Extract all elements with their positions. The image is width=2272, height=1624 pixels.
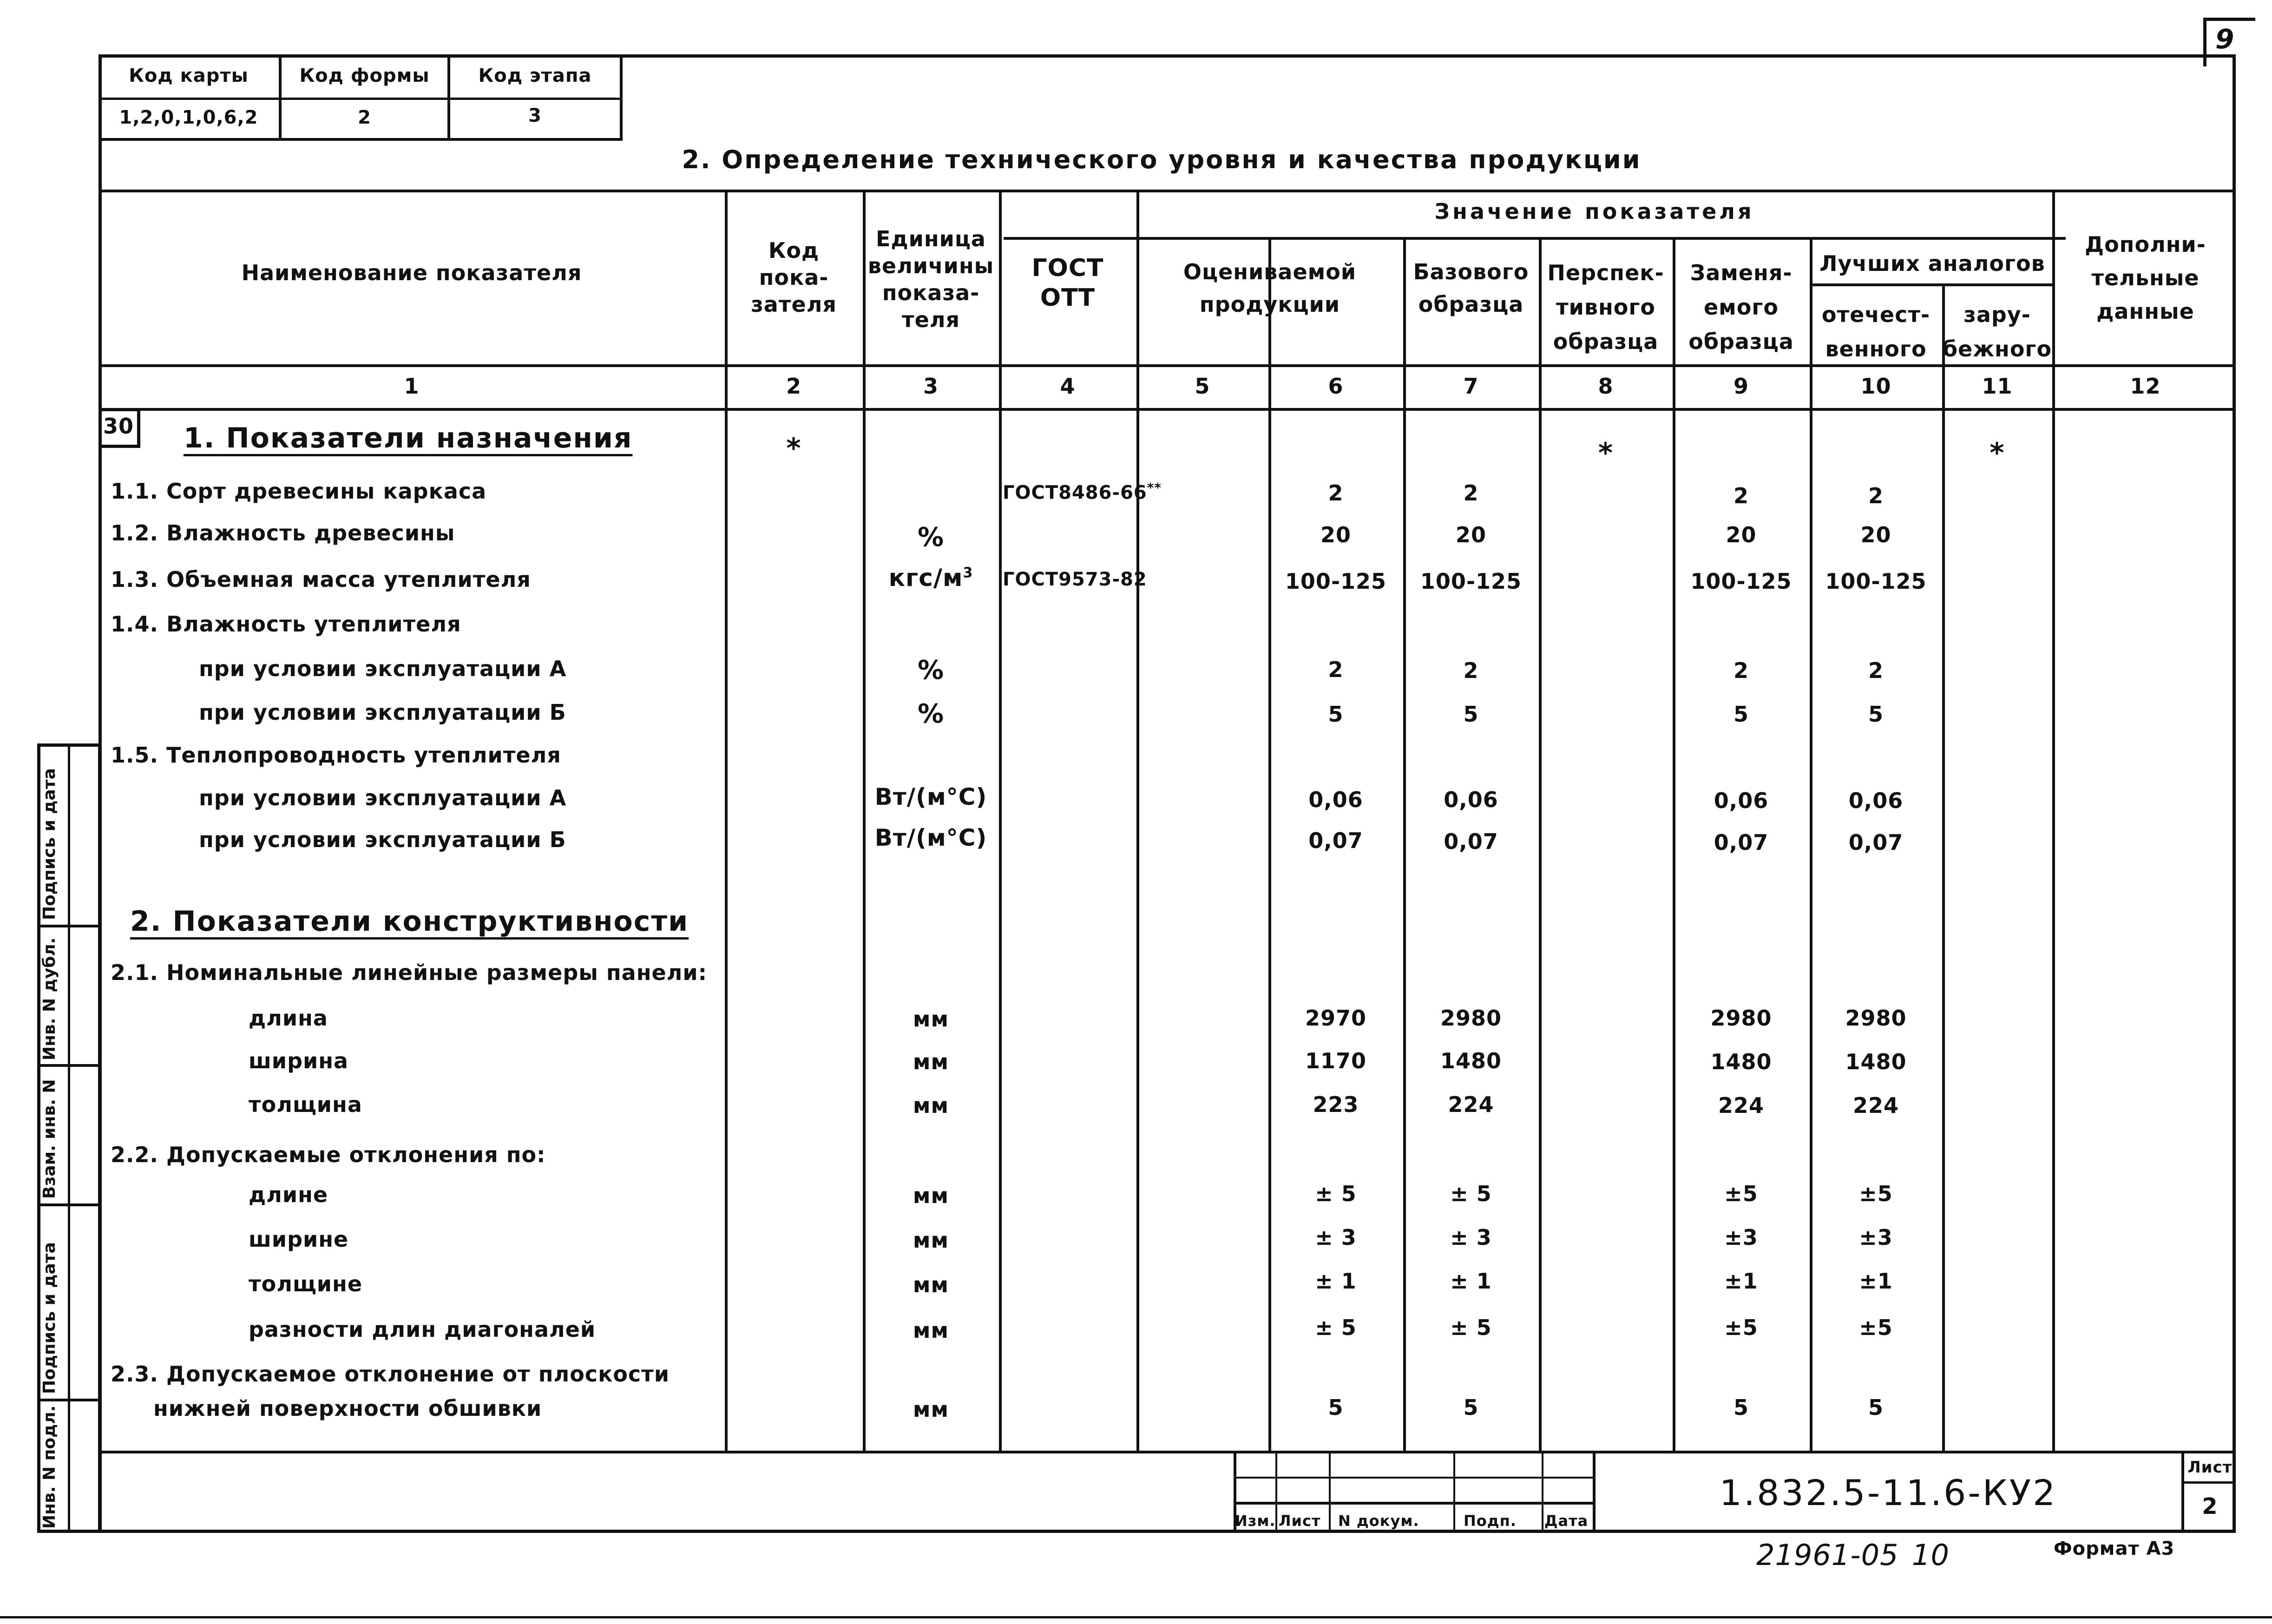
col-gost-header: ГОСТ ОТТ xyxy=(1031,254,1104,312)
handwritten-number: 21961-05 xyxy=(1756,1538,1899,1572)
grid-line xyxy=(98,408,2236,411)
row-v7: 2980 xyxy=(1440,1006,1502,1031)
row-v10: 2 xyxy=(1868,658,1884,683)
grid-line xyxy=(1004,237,1138,240)
row-v7: ± 3 xyxy=(1450,1225,1492,1250)
stamp-col-sign: Подп. xyxy=(1464,1512,1517,1530)
row-v9: 0,07 xyxy=(1714,830,1769,855)
grid-line xyxy=(1329,1451,1331,1533)
row-v6: 223 xyxy=(1313,1092,1359,1117)
row-v10: 1480 xyxy=(1845,1049,1907,1074)
grid-line xyxy=(620,54,623,141)
row-v7: 100-125 xyxy=(1420,569,1522,594)
row-name: толщина xyxy=(249,1092,362,1117)
col-number: 5 xyxy=(1195,374,1210,399)
row-code: 30 xyxy=(103,414,134,439)
row-v6: 2 xyxy=(1328,657,1344,682)
side-label-sign-date-2: Подпись и дата xyxy=(40,768,59,920)
col-replaced-header: Заменя- емого образца xyxy=(1688,260,1794,354)
col-perspective-header: Перспек- тивного образца xyxy=(1547,260,1664,354)
page-title: 2. Определение технического уровня и качества продукции xyxy=(682,145,1642,174)
row-v6: 5 xyxy=(1328,1395,1344,1420)
row-unit: мм xyxy=(913,1272,949,1297)
row-v10: 0,06 xyxy=(1848,788,1904,813)
row-v10: 20 xyxy=(1860,522,1891,547)
row-v7: 224 xyxy=(1448,1092,1494,1117)
col-foreign-header: зару- бежного xyxy=(1942,302,2052,362)
row-name: 1.3. Объемная масса утеплителя xyxy=(111,567,531,592)
row-unit: мм xyxy=(913,1183,949,1208)
col-number: 1 xyxy=(404,374,420,399)
row-v6: 100-125 xyxy=(1285,569,1387,594)
grid-line xyxy=(1136,237,2066,240)
row-v9: 2 xyxy=(1733,658,1749,683)
row-v6: 1170 xyxy=(1305,1048,1367,1073)
col-number: 3 xyxy=(923,374,939,399)
row-name: 2.3. Допускаемое отклонение от плоскости xyxy=(111,1361,670,1387)
row-name: 1.4. Влажность утеплителя xyxy=(111,611,461,637)
grid-line xyxy=(98,138,623,141)
sheet-label: Лист xyxy=(2187,1458,2233,1477)
row-name: при условии эксплуатации А xyxy=(199,656,567,681)
row-v10: 5 xyxy=(1868,1395,1884,1420)
row-v6: 0,07 xyxy=(1308,828,1363,853)
corner-sheet-number: 9 xyxy=(2215,23,2234,55)
sheet-number: 2 xyxy=(2202,1493,2218,1519)
row-v9: 0,06 xyxy=(1714,788,1769,813)
col-number: 11 xyxy=(1982,374,2013,399)
side-label-inv-dup: Инв. N дубл. xyxy=(40,937,59,1060)
row-v6: 5 xyxy=(1328,702,1344,727)
code-stage-header: Код этапа xyxy=(478,65,592,86)
col-number: 10 xyxy=(1860,374,1891,399)
row-v9: 100-125 xyxy=(1690,569,1792,594)
row-v6: 20 xyxy=(1320,522,1351,547)
code-card-value: 1,2,0,1,0,6,2 xyxy=(119,107,258,128)
row-name: ширине xyxy=(249,1227,349,1252)
grid-line xyxy=(1234,1502,1594,1505)
document-code: 1.832.5-11.6-КУ2 xyxy=(1719,1472,2057,1513)
row-v6: ± 5 xyxy=(1315,1315,1357,1340)
row-v7: ± 1 xyxy=(1450,1269,1492,1294)
code-card-header: Код карты xyxy=(129,65,249,86)
row-name: при условии эксплуатации А xyxy=(199,785,567,810)
row-unit: мм xyxy=(913,1006,949,1032)
row-v7: 1480 xyxy=(1440,1048,1502,1073)
col-name-header: Наименование показателя xyxy=(241,260,582,285)
row-name: разности длин диагоналей xyxy=(249,1317,596,1342)
row-v9: 5 xyxy=(1733,1395,1749,1420)
row-v9: 2980 xyxy=(1710,1006,1772,1031)
grid-line xyxy=(37,1203,101,1206)
col-number: 4 xyxy=(1060,374,1076,399)
row-unit: мм xyxy=(913,1049,949,1074)
row-v7: ± 5 xyxy=(1450,1181,1492,1206)
grid-line xyxy=(68,743,70,1533)
col-best-analogs-header: Лучших аналогов xyxy=(1819,251,2045,276)
row-v10: 2980 xyxy=(1845,1006,1907,1031)
grid-line xyxy=(2181,1481,2236,1484)
row-v7: 5 xyxy=(1463,702,1479,727)
row-v6: ± 5 xyxy=(1315,1181,1357,1206)
grid-line xyxy=(1234,1477,1594,1479)
col-number: 12 xyxy=(2130,374,2161,399)
row-v10: ±1 xyxy=(1859,1269,1893,1294)
side-label-replace-inv: Взам. инв. N xyxy=(40,1079,59,1199)
row-unit: кгс/$м^3$ xyxy=(888,564,973,592)
row-v7: 20 xyxy=(1455,522,1486,547)
grid-line xyxy=(37,1064,101,1067)
row-gost: ГОСТ9573-82 xyxy=(1003,569,1147,590)
row-v7: 5 xyxy=(1463,1395,1479,1420)
row-v10: 5 xyxy=(1868,702,1884,727)
row-v10: 2 xyxy=(1868,483,1884,508)
paper-format: Формат А3 xyxy=(2054,1538,2175,1559)
row-name: 1.1. Сорт древесины каркаса xyxy=(111,479,487,504)
handwritten-number-2: 10 xyxy=(1912,1538,1950,1572)
col-domestic-header: отечест- венного xyxy=(1821,302,1931,362)
section1-code-mark: * xyxy=(786,432,801,465)
row-name: при условии эксплуатации Б xyxy=(199,700,566,725)
value-group-header: Значение показателя xyxy=(1434,199,1754,224)
stamp-col-change: Изм. xyxy=(1235,1512,1276,1530)
row-unit: % xyxy=(917,699,945,729)
col-number: 9 xyxy=(1733,374,1749,399)
row-unit: мм xyxy=(913,1093,949,1118)
row-unit: мм xyxy=(913,1397,949,1422)
row-v7: 2 xyxy=(1463,658,1479,683)
row-name: длине xyxy=(249,1182,328,1207)
row-name: длина xyxy=(249,1006,328,1031)
row-v7: ± 5 xyxy=(1450,1315,1492,1340)
stamp-col-date: Дата xyxy=(1544,1512,1589,1530)
grid-line xyxy=(37,1399,101,1401)
row-name: нижней поверхности обшивки xyxy=(153,1396,542,1421)
code-form-header: Код формы xyxy=(299,65,430,86)
row-v9: ±1 xyxy=(1724,1269,1758,1294)
row-name: толщине xyxy=(249,1271,363,1296)
section1-foreign-mark: * xyxy=(1990,437,2005,469)
row-v6: 2 xyxy=(1328,480,1344,506)
code-form-value: 2 xyxy=(358,107,371,128)
col-number: 6 xyxy=(1328,374,1344,399)
row-v10: ±3 xyxy=(1859,1225,1893,1250)
grid-line xyxy=(1453,1451,1455,1533)
row-v9: ±5 xyxy=(1724,1315,1758,1340)
col-number: 8 xyxy=(1598,374,1614,399)
row-name: при условии эксплуатации Б xyxy=(199,827,566,852)
col-evaluated-header: Оцениваемой продукции xyxy=(1183,259,1357,317)
row-name: 1.2. Влажность древесины xyxy=(111,520,455,546)
row-v7: 0,07 xyxy=(1444,829,1498,854)
row-unit: Вт/(м°С) xyxy=(874,783,987,810)
section2-title: 2. Показатели конструктивности xyxy=(130,905,689,938)
col-number: 2 xyxy=(786,374,801,399)
grid-line xyxy=(98,98,623,100)
row-v9: 1480 xyxy=(1710,1049,1772,1074)
bottom-edge-line xyxy=(0,1616,2272,1618)
row-v10: 0,07 xyxy=(1848,830,1904,855)
col-base-header: Базового образца xyxy=(1413,259,1529,317)
row-v6: 0,06 xyxy=(1308,787,1363,812)
grid-line xyxy=(98,54,623,57)
row-unit: % xyxy=(917,655,945,685)
col-extra-header: Дополни- тельные данные xyxy=(2085,232,2206,324)
row-name: 1.5. Теплопроводность утеплителя xyxy=(111,743,561,768)
code-stage-value: 3 xyxy=(528,105,542,126)
row-v10: 224 xyxy=(1852,1093,1899,1118)
row-unit: мм xyxy=(913,1228,949,1253)
row-name: ширина xyxy=(249,1048,349,1073)
row-v9: 224 xyxy=(1718,1093,1765,1118)
side-label-inv-orig: Инв. N подл. xyxy=(40,1405,59,1529)
stamp-col-sheet: Лист xyxy=(1279,1512,1321,1530)
row-name: 2.1. Номинальные линейные размеры панели: xyxy=(111,960,707,985)
stamp-col-doc: N докум. xyxy=(1338,1512,1419,1530)
row-v6: ± 1 xyxy=(1315,1269,1357,1294)
row-v9: 20 xyxy=(1726,522,1757,547)
row-v9: ±3 xyxy=(1724,1225,1758,1250)
row-v7: 2 xyxy=(1463,480,1479,506)
grid-line xyxy=(1542,1451,1543,1533)
row-v9: 2 xyxy=(1733,483,1749,508)
col-unit-header: Единица величины показа- теля xyxy=(867,226,994,332)
row-v6: 2970 xyxy=(1305,1006,1367,1031)
row-v10: 100-125 xyxy=(1825,569,1927,594)
row-unit: % xyxy=(917,522,945,552)
row-unit: Вт/(м°С) xyxy=(874,824,987,851)
grid-line xyxy=(1810,283,2055,286)
row-unit: мм xyxy=(913,1318,949,1343)
col-number: 7 xyxy=(1463,374,1479,399)
row-v10: ±5 xyxy=(1859,1181,1893,1206)
grid-line xyxy=(1539,237,1542,1451)
side-label-sign-date-1: Подпись и дата xyxy=(40,1242,59,1394)
row-v6: ± 3 xyxy=(1315,1225,1357,1250)
grid-line xyxy=(98,190,2236,192)
col-code-header: Код пока- зателя xyxy=(751,238,837,317)
grid-line xyxy=(37,925,101,927)
row-v7: 0,06 xyxy=(1444,787,1498,812)
section1-perspective-mark: * xyxy=(1598,437,1614,469)
row-v9: ±5 xyxy=(1724,1181,1758,1206)
section1-title: 1. Показатели назначения xyxy=(184,422,633,454)
row-gost: ГОСТ8486-66** xyxy=(1003,480,1162,504)
row-name: 2.2. Допускаемые отклонения по: xyxy=(111,1142,546,1167)
row-v10: ±5 xyxy=(1859,1315,1893,1340)
row-v9: 5 xyxy=(1733,702,1749,727)
grid-line xyxy=(98,1451,2236,1453)
